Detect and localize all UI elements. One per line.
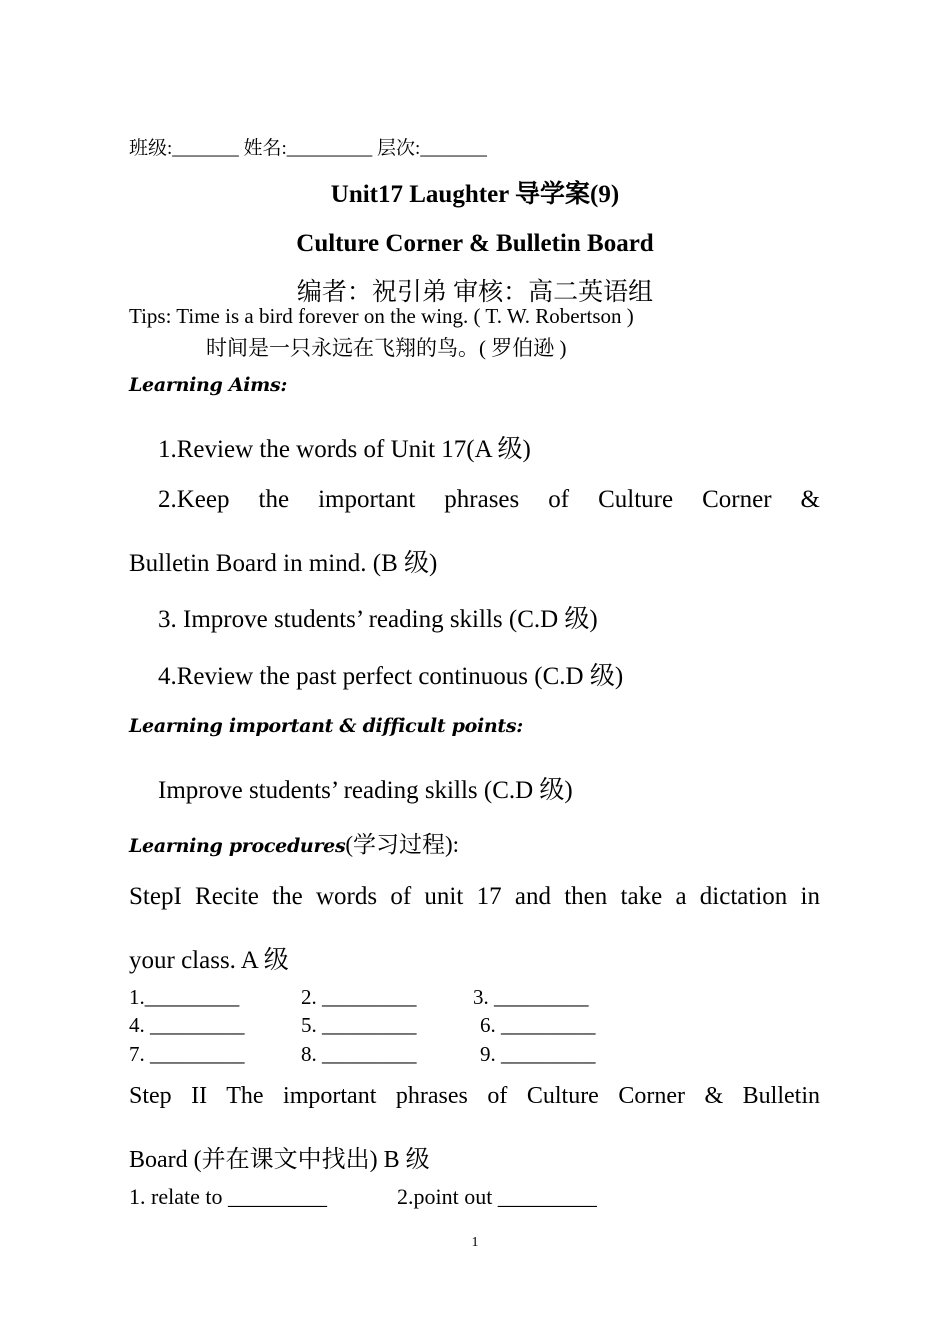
step1-line-1: StepI Recite the words of unit 17 and then take a dictation in [129, 883, 820, 910]
tips-english: Tips: Time is a bird forever on the wing. ( T. W. Robertson ) [129, 304, 634, 328]
procedures-heading-cn: (学习过程): [345, 832, 460, 857]
dictation-blank-8[interactable]: 8. _________ [301, 1042, 417, 1066]
important-points-heading: Learning important & difficult points: [129, 715, 524, 737]
step1-line-2: your class. A 级 [129, 947, 289, 974]
dictation-blank-6[interactable]: 6. _________ [480, 1013, 596, 1037]
page-subtitle: Culture Corner & Bulletin Board [296, 230, 654, 257]
dictation-blank-2[interactable]: 2. _________ [301, 985, 417, 1009]
phrase-1[interactable]: 1. relate to _________ [129, 1184, 327, 1209]
page-title: Unit17 Laughter 导学案(9) [330, 181, 620, 208]
dictation-blank-3[interactable]: 3. _________ [473, 985, 589, 1009]
aim-item-2-line-1: 2.Keep the important phrases of Culture Corner & [158, 486, 820, 513]
dictation-blank-7[interactable]: 7. _________ [129, 1042, 245, 1066]
tips-chinese: 时间是一只永远在飞翔的鸟。( 罗伯逊 ) [206, 336, 567, 360]
page-number: 1 [471, 1235, 479, 1250]
dictation-blank-1[interactable]: 1._________ [129, 985, 240, 1009]
step2-line-2: Board (并在课文中找出) B 级 [129, 1147, 430, 1173]
dictation-blank-4[interactable]: 4. _________ [129, 1013, 245, 1037]
step2-line-1: Step II The important phrases of Culture Corner & Bulletin [129, 1083, 820, 1109]
editors-line: 编者：祝引弟 审核：高二英语组 [296, 279, 654, 306]
header-fields: 班级:_______ 姓名:_________ 层次:_______ [129, 138, 487, 159]
important-points-text: Improve students’ reading skills (C.D 级) [158, 777, 573, 804]
dictation-blank-5[interactable]: 5. _________ [301, 1013, 417, 1037]
learning-aims-heading: Learning Aims: [129, 374, 288, 396]
aim-item-1: 1.Review the words of Unit 17(A 级) [158, 436, 531, 463]
procedures-heading [129, 826, 459, 859]
dictation-blank-9[interactable]: 9. _________ [480, 1042, 596, 1066]
phrase-2[interactable]: 2.point out _________ [397, 1184, 597, 1209]
procedures-heading-en: Learning procedures [129, 835, 346, 857]
aim-item-2-line-2: Bulletin Board in mind. (B 级) [129, 550, 438, 577]
aim-item-3: 3. Improve students’ reading skills (C.D 级) [158, 606, 598, 633]
aim-item-4: 4.Review the past perfect continuous (C.D 级) [158, 663, 624, 690]
